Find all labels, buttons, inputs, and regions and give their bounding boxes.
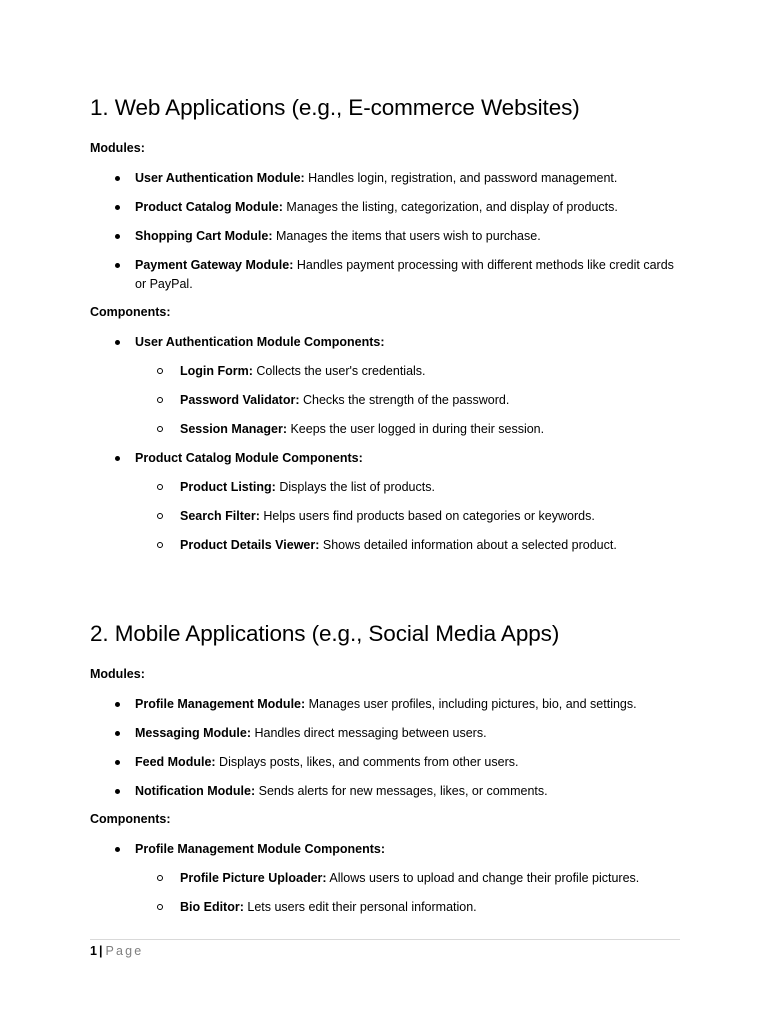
item-name: Messaging Module: xyxy=(135,726,251,740)
circle-bullet-icon xyxy=(157,513,163,519)
component-group xyxy=(90,333,680,439)
components-label: Components: xyxy=(90,812,171,826)
item-description: Shows detailed information about a selected product. xyxy=(322,538,617,552)
item-description: Manages user profiles, including pictures, bio, and settings. xyxy=(308,697,637,711)
list-item xyxy=(90,724,680,743)
list-item xyxy=(135,869,680,888)
item-description: Displays posts, likes, and comments from other users. xyxy=(219,755,519,769)
components-list xyxy=(90,840,680,917)
item-description: Manages the listing, categorization, and display of products. xyxy=(286,200,618,214)
item-name: Profile Management Module: xyxy=(135,697,306,711)
component-group xyxy=(90,840,680,917)
circle-bullet-icon xyxy=(157,397,163,403)
component-sublist xyxy=(135,869,680,917)
modules-list xyxy=(90,169,680,294)
circle-bullet-icon xyxy=(157,368,163,374)
modules-label: Modules: xyxy=(90,141,145,155)
item-name: Product Listing: xyxy=(180,480,276,494)
bullet-icon xyxy=(115,176,120,181)
item-description: Lets users edit their personal information. xyxy=(247,900,477,914)
list-item xyxy=(135,391,680,410)
item-description: Collects the user's credentials. xyxy=(256,364,426,378)
page-content xyxy=(90,92,680,927)
component-sublist xyxy=(135,362,680,439)
bullet-icon xyxy=(115,789,120,794)
bullet-icon xyxy=(115,702,120,707)
item-name: Product Details Viewer: xyxy=(180,538,320,552)
components-label: Components: xyxy=(90,305,171,319)
list-item xyxy=(90,198,680,217)
item-name: Payment Gateway Module: xyxy=(135,258,294,272)
bullet-icon xyxy=(115,731,120,736)
item-name: Bio Editor: xyxy=(180,900,244,914)
page-footer xyxy=(90,943,143,959)
modules-list xyxy=(90,695,680,801)
list-item xyxy=(90,753,680,772)
bullet-icon xyxy=(115,340,120,345)
components-list xyxy=(90,333,680,555)
group-name: User Authentication Module Components: xyxy=(135,335,385,349)
item-description: Handles direct messaging between users. xyxy=(254,726,487,740)
footer-divider xyxy=(90,939,680,940)
circle-bullet-icon xyxy=(157,542,163,548)
section-web-applications xyxy=(90,92,680,555)
item-name: Notification Module: xyxy=(135,784,256,798)
list-item xyxy=(90,695,680,714)
list-item xyxy=(90,256,680,294)
list-item xyxy=(135,898,680,917)
circle-bullet-icon xyxy=(157,875,163,881)
item-name: Session Manager: xyxy=(180,422,287,436)
section-heading: 1. Web Applications (e.g., E-commerce Websites) xyxy=(90,95,580,120)
list-item xyxy=(90,169,680,188)
item-name: Login Form: xyxy=(180,364,253,378)
list-item xyxy=(90,782,680,801)
circle-bullet-icon xyxy=(157,904,163,910)
group-name: Profile Management Module Components: xyxy=(135,842,386,856)
item-description: Allows users to upload and change their profile pictures. xyxy=(329,871,640,885)
footer-separator: | xyxy=(98,944,103,958)
section-heading: 2. Mobile Applications (e.g., Social Media Apps) xyxy=(90,621,560,646)
list-item xyxy=(135,362,680,381)
bullet-icon xyxy=(115,263,120,268)
list-item xyxy=(135,536,680,555)
page-number: 1 xyxy=(90,944,97,958)
page-label: Page xyxy=(105,944,144,958)
item-description: Displays the list of products. xyxy=(279,480,435,494)
component-sublist xyxy=(135,478,680,555)
item-name: Profile Picture Uploader: xyxy=(180,871,327,885)
list-item xyxy=(135,420,680,439)
item-name: Feed Module: xyxy=(135,755,216,769)
component-group xyxy=(90,449,680,555)
item-name: Search Filter: xyxy=(180,509,260,523)
bullet-icon xyxy=(115,456,120,461)
item-name: Product Catalog Module: xyxy=(135,200,283,214)
modules-label: Modules: xyxy=(90,667,145,681)
item-description: Checks the strength of the password. xyxy=(302,393,510,407)
item-description: Helps users find products based on categories or keywords. xyxy=(263,509,595,523)
circle-bullet-icon xyxy=(157,484,163,490)
bullet-icon xyxy=(115,760,120,765)
circle-bullet-icon xyxy=(157,426,163,432)
section-mobile-applications xyxy=(90,618,680,917)
bullet-icon xyxy=(115,205,120,210)
group-name: Product Catalog Module Components: xyxy=(135,451,363,465)
item-description: Handles login, registration, and password management. xyxy=(308,171,618,185)
item-name: User Authentication Module: xyxy=(135,171,305,185)
item-description: Keeps the user logged in during their session. xyxy=(290,422,545,436)
list-item xyxy=(135,478,680,497)
item-description: Manages the items that users wish to purchase. xyxy=(275,229,541,243)
item-description: Handles payment processing with different methods like credit cards or PayPal. xyxy=(135,258,674,291)
list-item xyxy=(90,227,680,246)
item-name: Shopping Cart Module: xyxy=(135,229,273,243)
bullet-icon xyxy=(115,234,120,239)
list-item xyxy=(135,507,680,526)
bullet-icon xyxy=(115,847,120,852)
item-description: Sends alerts for new messages, likes, or comments. xyxy=(258,784,548,798)
item-name: Password Validator: xyxy=(180,393,300,407)
